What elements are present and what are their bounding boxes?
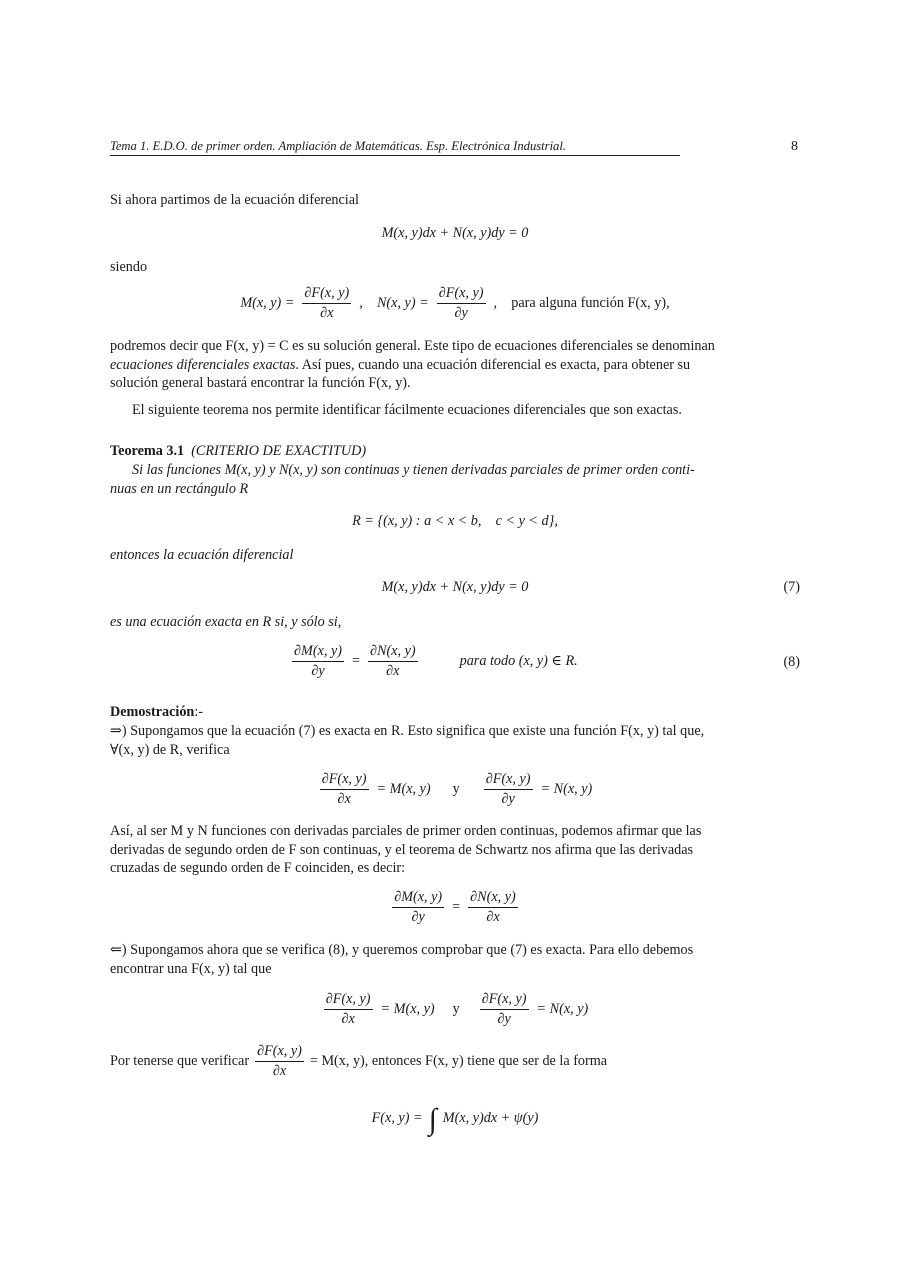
eqD-left: F(x, y) =: [371, 1109, 423, 1126]
fraction-numerator: ∂F(x, y): [320, 771, 369, 790]
proof-paragraph-3: [110, 941, 800, 978]
proof-paragraph-2: [110, 822, 800, 878]
fraction-denominator: ∂y: [454, 305, 468, 321]
paragraph-line-2: [110, 356, 800, 375]
fraction-numerator: ∂N(x, y): [368, 643, 418, 662]
proof-line-4-pre: Por tenerse que verificar: [110, 1053, 250, 1070]
paragraph-intro: Si ahora partimos de la ecuación diferencial: [110, 192, 359, 208]
proof-paragraph-4: [110, 1043, 800, 1080]
theorem-line-2: nuas en un rectángulo R: [110, 480, 249, 497]
fraction-denominator: ∂x: [272, 1063, 287, 1079]
fraction-denominator: ∂y: [501, 791, 515, 807]
theorem-line-1: Si las funciones M(x, y) y N(x, y) son continuas y tienen derivadas parciales de primer orden conti-: [132, 462, 695, 478]
theorem-heading: [110, 442, 800, 461]
equation-number-8: (8): [783, 654, 800, 670]
fraction-denominator: ∂y: [497, 1011, 511, 1027]
proof-line-4-post: = M(x, y), entonces F(x, y) tiene que ser de la forma: [309, 1053, 608, 1070]
proof-line-2b: derivadas de segundo orden de F son continuas, y el teorema de Schwartz nos afirma que las derivadas: [110, 841, 694, 858]
eq-def-m-left: M(x, y) =: [240, 295, 295, 311]
fraction-numerator: ∂F(x, y): [324, 991, 373, 1010]
theorem-name: (CRITERIO DE EXACTITUD): [191, 443, 367, 459]
proof-heading: [110, 703, 800, 722]
fraction-denominator: ∂y: [311, 663, 325, 679]
eq-def-n-left: , N(x, y) =: [359, 295, 429, 311]
inline-fraction: [255, 1043, 304, 1080]
equation-definition: [110, 285, 800, 322]
equation-7: M(x, y)dx + N(x, y)dy = 0: [381, 579, 529, 595]
fraction-numerator: ∂F(x, y): [484, 771, 533, 790]
proof-paragraph-1: [110, 722, 800, 759]
equation-7-row: [110, 579, 800, 596]
fraction-denominator: ∂x: [486, 909, 500, 925]
paragraph-line-3: solución general bastará encontrar la función F(x, y).: [110, 375, 411, 391]
equation-rectangle: R = {(x, y) : a < x < b, c < y < d},: [352, 513, 558, 529]
theorem-exacta: es una ecuación exacta en R si, y sólo si,: [110, 614, 342, 630]
eq8-fraction-left: [292, 643, 344, 680]
eq8-equals: =: [351, 653, 360, 669]
proof-line-1b: ∀(x, y) de R, verifica: [110, 741, 230, 758]
eqC-and: y: [452, 1001, 460, 1017]
paragraph-line-2-text: . Así pues, cuando una ecuación diferencial es exacta, para obtener su: [295, 356, 691, 373]
proof-line-2a: Así, al ser M y N funciones con derivadas parciales de primer orden continuas, podemos afirmar que las: [110, 823, 702, 839]
fraction-numerator: ∂M(x, y): [392, 889, 444, 908]
proof-label-tail: :-: [194, 704, 203, 720]
eq-def-tail: , para alguna función F(x, y),: [493, 295, 670, 311]
proof-line-1a: ⇒) Supongamos que la ecuación (7) es exacta en R. Esto significa que existe una función F(x, y) tal que,: [110, 723, 705, 739]
eqA-and: y: [452, 781, 460, 797]
eq-def-fraction-y: [437, 285, 486, 322]
eqB-fraction-left: [392, 889, 444, 926]
fraction-denominator: ∂x: [337, 791, 351, 807]
theorem-statement: [110, 461, 800, 498]
integral-sign: ∫: [428, 1103, 437, 1136]
fraction-numerator: ∂N(x, y): [468, 889, 518, 908]
paragraph-line-1: podremos decir que F(x, y) = C es su solución general. Este tipo de ecuaciones diferenciales se denominan: [110, 338, 715, 354]
fraction-denominator: ∂x: [320, 305, 334, 321]
emphasis-exact-equations: ecuaciones diferenciales exactas: [110, 356, 296, 373]
eqC-rhs-2: = N(x, y): [536, 1001, 589, 1017]
theorem-label: Teorema 3.1: [110, 443, 185, 459]
eqA-fraction-x: [320, 771, 369, 808]
eqB-fraction-right: [468, 889, 518, 926]
fraction-denominator: ∂y: [411, 909, 425, 925]
equation-8-row: [290, 643, 710, 680]
eq-def-fraction-x: [302, 285, 351, 322]
page-number: 8: [791, 139, 798, 154]
equation-mn: M(x, y)dx + N(x, y)dy = 0: [381, 225, 529, 241]
eqB-equals: =: [452, 899, 461, 915]
eqC-rhs-1: = M(x, y): [380, 1001, 435, 1017]
running-header: Tema 1. E.D.O. de primer orden. Ampliación de Matemáticas. Esp. Electrónica Industrial.: [110, 139, 680, 156]
paragraph-siguiente: El siguiente teorema nos permite identificar fácilmente ecuaciones diferenciales que son exactas.: [132, 402, 682, 418]
eqA-rhs-1: = M(x, y): [376, 781, 431, 797]
fraction-numerator: ∂F(x, y): [437, 285, 486, 304]
fraction-numerator: ∂F(x, y): [480, 991, 529, 1010]
equation-d: [110, 1101, 800, 1135]
paragraph-general-solution: [110, 337, 800, 393]
fraction-numerator: ∂F(x, y): [302, 285, 351, 304]
eqA-rhs-2: = N(x, y): [540, 781, 593, 797]
eq8-fraction-right: [368, 643, 418, 680]
proof-line-3a: ⇐) Supongamos ahora que se verifica (8), y queremos comprobar que (7) es exacta. Para ello debemos: [110, 942, 694, 958]
fraction-numerator: ∂M(x, y): [292, 643, 344, 662]
eqC-fraction-x: [324, 991, 373, 1028]
fraction-denominator: ∂x: [386, 663, 400, 679]
proof-line-2c: cruzadas de segundo orden de F coinciden, es decir:: [110, 860, 406, 876]
equation-b: [110, 889, 800, 926]
equation-a: [110, 771, 800, 808]
fraction-numerator: ∂F(x, y): [255, 1043, 304, 1062]
proof-line-3b: encontrar una F(x, y) tal que: [110, 960, 272, 977]
eqD-right: M(x, y)dx + ψ(y): [442, 1109, 539, 1126]
equation-number-7: (7): [783, 579, 800, 595]
paragraph-siendo: siendo: [110, 259, 148, 275]
theorem-entonces: entonces la ecuación diferencial: [110, 547, 294, 563]
eqC-fraction-y: [480, 991, 529, 1028]
proof-label: Demostración: [110, 704, 195, 720]
equation-c: [110, 991, 800, 1028]
eqA-fraction-y: [484, 771, 533, 808]
fraction-denominator: ∂x: [341, 1011, 355, 1027]
eq8-tail: para todo (x, y) ∈ R.: [459, 653, 578, 669]
